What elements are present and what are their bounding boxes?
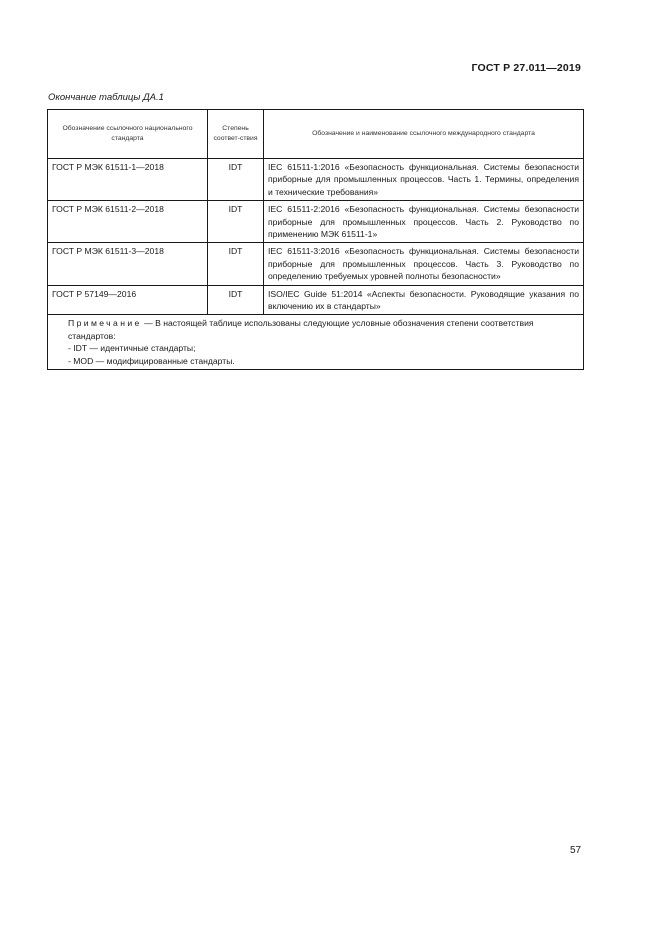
degree-cell: IDT (208, 285, 264, 315)
table-row (48, 285, 584, 315)
reference-standards-table (47, 109, 584, 370)
international-standard-cell: IEC 61511-2:2016 «Безопасность функциональная. Системы безопасности приборные для промышленных процессов. Часть 2. Руководство по применению МЭК 61511-1» (264, 201, 584, 243)
table-note (48, 315, 584, 370)
degree-cell: IDT (208, 201, 264, 243)
header-national-standard: Обозначение ссылочного национального стандарта (48, 110, 208, 159)
national-standard-cell: ГОСТ Р МЭК 61511-1—2018 (48, 159, 208, 201)
note-label: Примечание (68, 318, 142, 329)
note-item-mod: - MOD — модифицированные стандарты. (68, 355, 235, 366)
header-international-standard: Обозначение и наименование ссылочного международного стандарта (264, 110, 584, 159)
national-standard-cell: ГОСТ Р 57149—2016 (48, 285, 208, 315)
table-row (48, 201, 584, 243)
international-standard-cell: ISO/IEC Guide 51:2014 «Аспекты безопасности. Руководящие указания по включению их в стандарты» (264, 285, 584, 315)
reference-table-container (47, 109, 583, 370)
degree-cell: IDT (208, 243, 264, 285)
international-standard-cell: IEC 61511-3:2016 «Безопасность функциональная. Системы безопасности приборные для промышленных процессов. Часть 3. Руководство по определению требуемых уровней полноты безопасности» (264, 243, 584, 285)
page-number: 57 (570, 845, 582, 856)
international-standard-cell: IEC 61511-1:2016 «Безопасность функциональная. Системы безопасности приборные для промышленных процессов. Часть 1. Термины, определения и технические требования» (264, 159, 584, 201)
note-item-idt: - IDT — идентичные стандарты; (68, 343, 196, 354)
note-text: — В настоящей таблице использованы следующие условные обозначения степени соответствия стандартов: (68, 318, 534, 341)
note-intro (52, 317, 579, 342)
table-note-row (48, 315, 584, 370)
degree-cell: IDT (208, 159, 264, 201)
table-row (48, 243, 584, 285)
table-row (48, 159, 584, 201)
table-caption: Окончание таблицы ДА.1 (48, 92, 164, 103)
national-standard-cell: ГОСТ Р МЭК 61511-3—2018 (48, 243, 208, 285)
header-degree: Степень соответ-ствия (208, 110, 264, 159)
national-standard-cell: ГОСТ Р МЭК 61511-2—2018 (48, 201, 208, 243)
document-standard-id: ГОСТ Р 27.011—2019 (471, 62, 581, 74)
table-header-row (48, 110, 584, 159)
